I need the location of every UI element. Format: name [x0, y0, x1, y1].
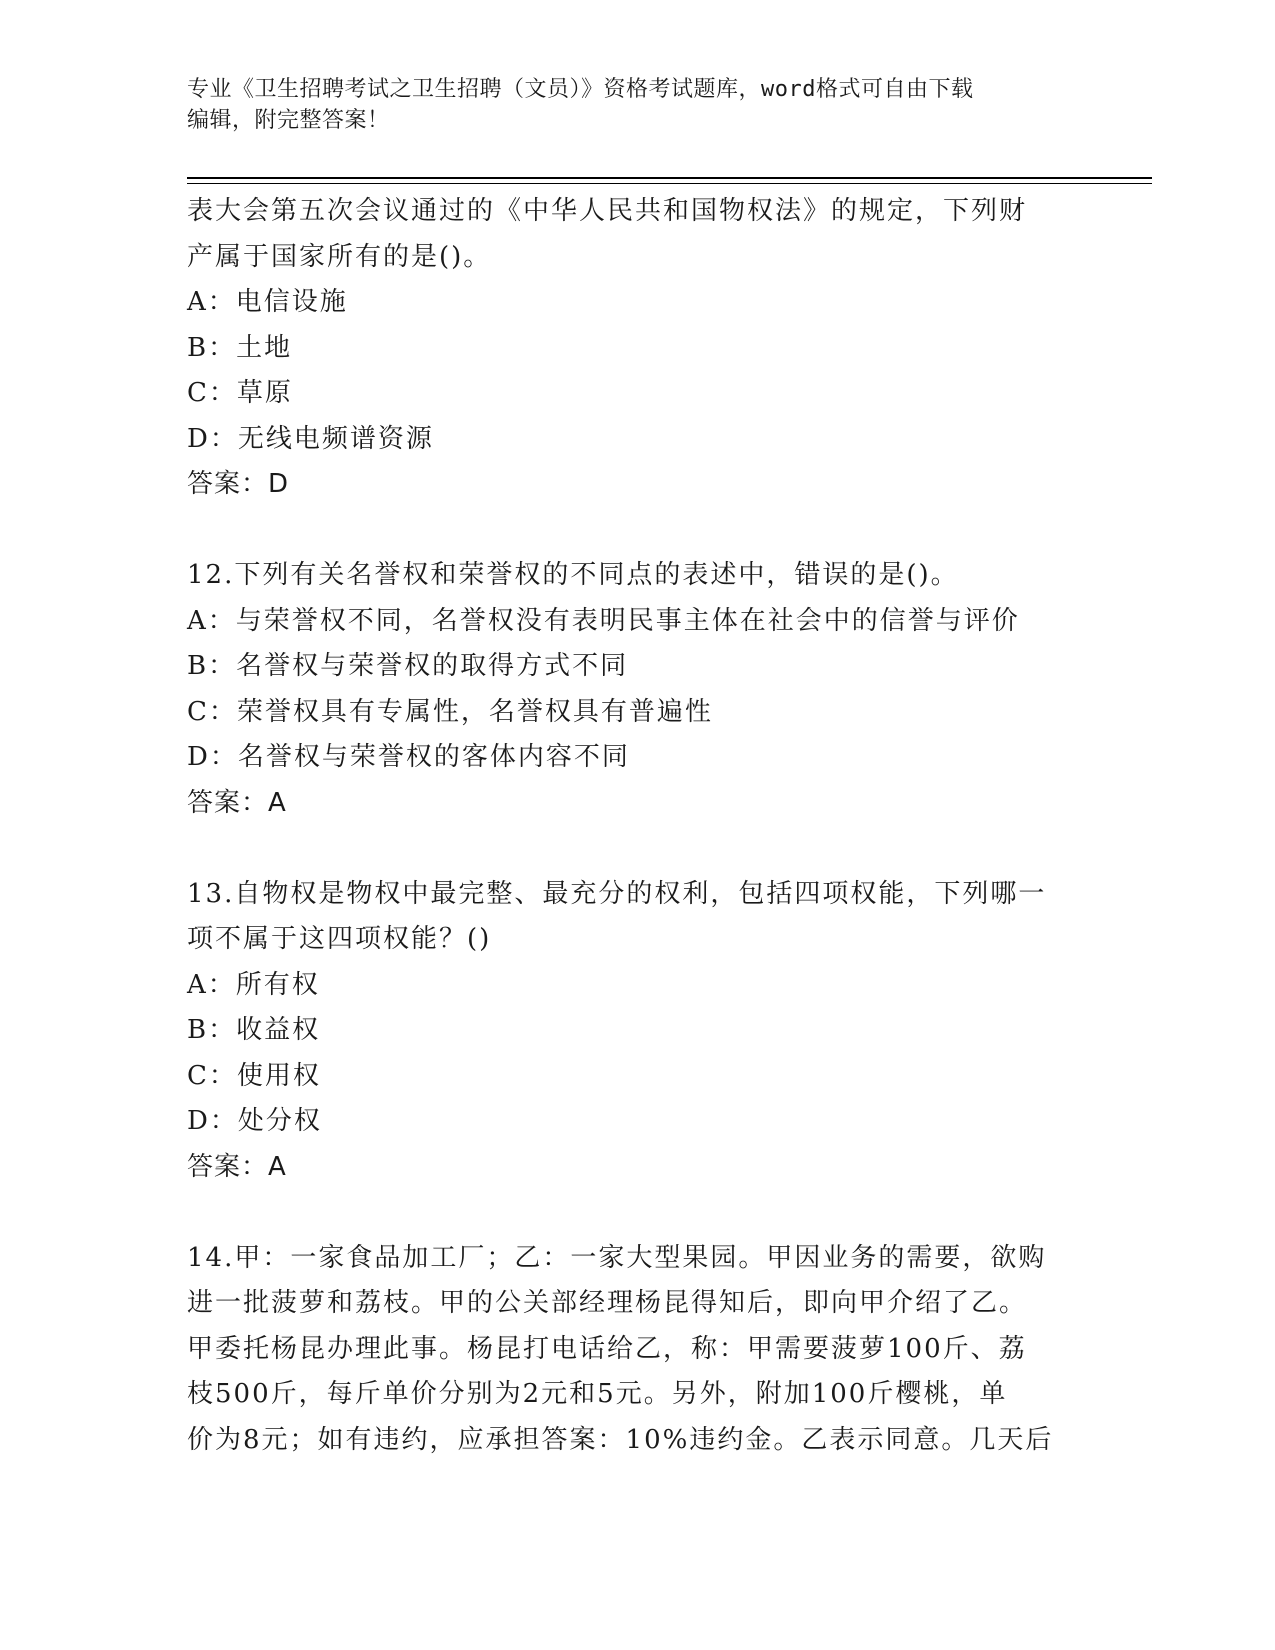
question-14 [187, 1236, 1087, 1464]
question-stem: 14.甲：一家食品加工厂；乙：一家大型果园。甲因业务的需要，欲购 [187, 1242, 1047, 1273]
spacer [187, 1190, 1087, 1236]
option-b: B：土地 [187, 332, 293, 363]
question-stem: 枝500斤，每斤单价分别为2元和5元。另外，附加100斤樱桃，单 [187, 1379, 1008, 1409]
answer: 答案：A [187, 787, 287, 818]
spacer [187, 508, 1087, 554]
answer: 答案：D [187, 469, 290, 499]
question-13 [187, 872, 1087, 1191]
question-stem: 13.自物权是物权中最完整、最充分的权利，包括四项权能，下列哪一 [187, 878, 1047, 909]
option-a: A：与荣誉权不同，名誉权没有表明民事主体在社会中的信誉与评价 [187, 605, 1020, 636]
header-divider-thin [187, 183, 1152, 184]
question-stem: 价为8元；如有违约，应承担答案：10%违约金。乙表示同意。几天后 [187, 1424, 1054, 1455]
option-b: B：名誉权与荣誉权的取得方式不同 [187, 651, 629, 681]
option-c: C：使用权 [187, 1060, 321, 1091]
document-header [187, 74, 1067, 136]
document-body [187, 189, 1087, 1463]
option-d: D：名誉权与荣誉权的客体内容不同 [187, 742, 630, 772]
option-a: A：电信设施 [187, 287, 348, 317]
header-divider-thick [187, 177, 1152, 179]
option-b: B：收益权 [187, 1015, 321, 1045]
question-stem: 12.下列有关名誉权和荣誉权的不同点的表述中，错误的是()。 [187, 560, 959, 590]
header-line-1: 专业《卫生招聘考试之卫生招聘（文员）》资格考试题库，word格式可自由下载 [187, 77, 974, 102]
question-stem: 进一批菠萝和荔枝。甲的公关部经理杨昆得知后，即向甲介绍了乙。 [187, 1288, 1028, 1318]
option-c: C：荣誉权具有专属性，名誉权具有普遍性 [187, 696, 713, 727]
question-stem: 表大会第五次会议通过的《中华人民共和国物权法》的规定，下列财 [187, 196, 1028, 226]
option-a: A：所有权 [187, 969, 320, 1000]
option-c: C：草原 [187, 378, 293, 408]
option-d: D：处分权 [187, 1106, 322, 1136]
answer: 答案：A [187, 1151, 287, 1182]
spacer [187, 826, 1087, 872]
header-line-2: 编辑，附完整答案！ [187, 108, 390, 133]
option-d: D：无线电频谱资源 [187, 423, 434, 454]
question-11 [187, 189, 1087, 508]
question-stem: 产属于国家所有的是()。 [187, 241, 492, 272]
question-stem: 甲委托杨昆办理此事。杨昆打电话给乙，称：甲需要菠萝100斤、荔 [187, 1333, 1027, 1364]
question-stem: 项不属于这四项权能？() [187, 924, 492, 954]
question-12 [187, 553, 1087, 826]
